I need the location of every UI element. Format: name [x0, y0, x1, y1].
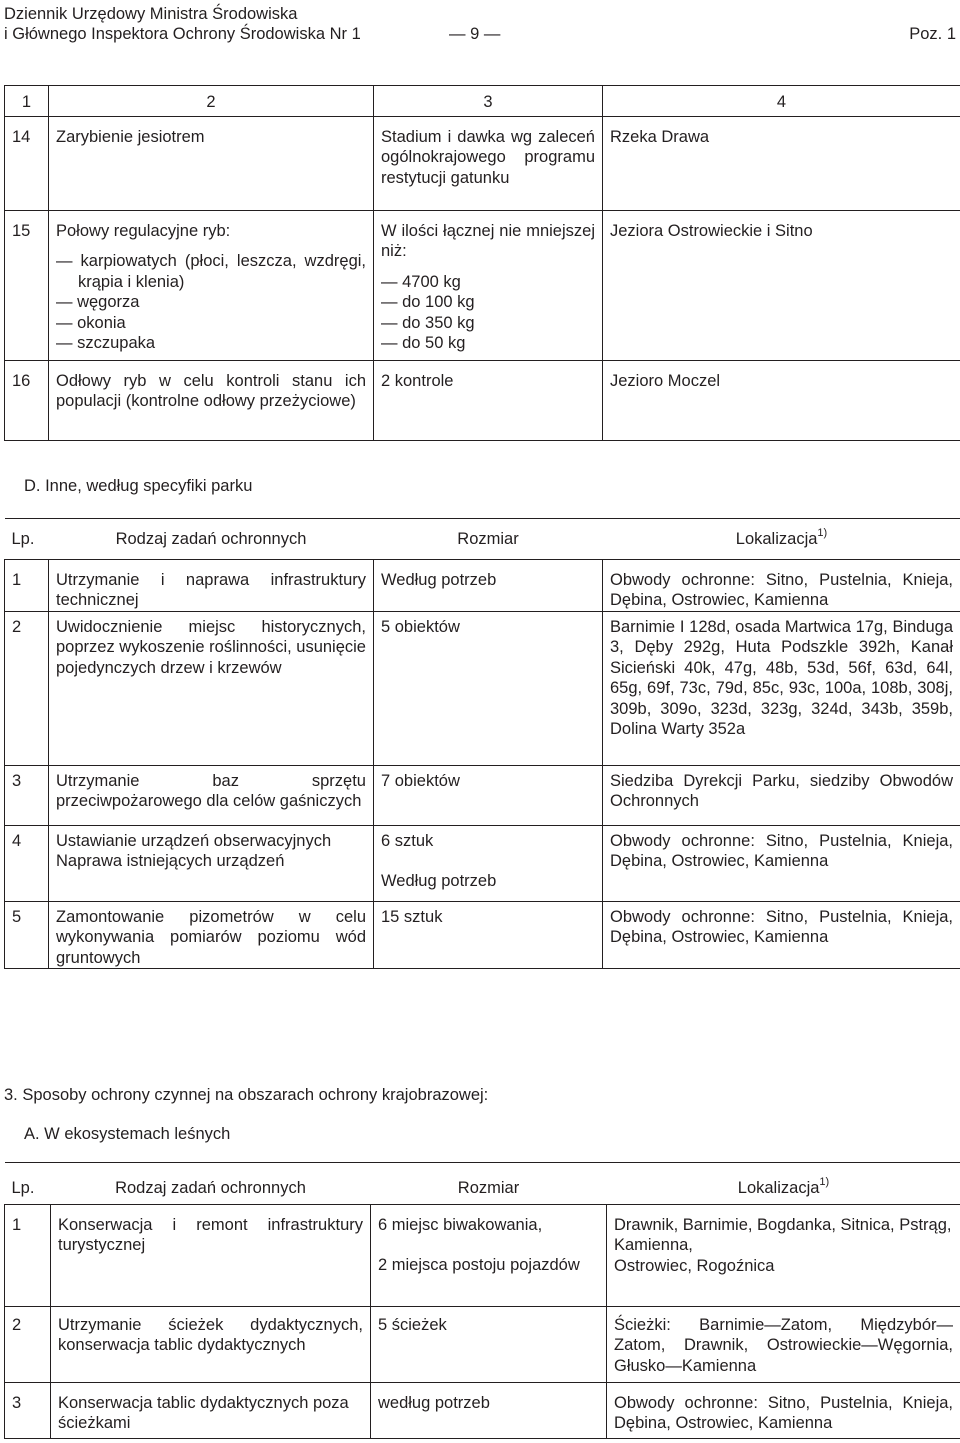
task-cell: Uwidocznienie miejsc historycznych, poprzez wykoszenie roślinności, usunięcie pojedynczych drzew i krzewów — [49, 612, 374, 766]
row-number: 16 — [5, 361, 49, 441]
row-number: 15 — [5, 211, 49, 361]
header-lp: Lp. — [5, 519, 49, 560]
table-row — [5, 1205, 960, 1307]
column-number: 3 — [374, 86, 603, 117]
header-size: Rozmiar — [374, 519, 603, 560]
table-header-row — [5, 1163, 960, 1205]
size-cell: 15 sztuk — [374, 902, 603, 969]
list-item: — do 100 kg — [381, 292, 595, 312]
size-cell: Stadium i dawka wg zaleceń ogólnokrajowego programu restytucji gatunku — [374, 117, 603, 211]
size-text: 2 miejsca postoju pojazdów — [378, 1256, 580, 1275]
footnote-marker: 1) — [817, 526, 828, 539]
column-number: 4 — [603, 86, 960, 117]
table-row — [5, 117, 960, 211]
size-text: 6 sztuk — [381, 832, 434, 850]
other-tasks-table — [4, 518, 960, 969]
size-cell: 2 kontrole — [374, 361, 603, 441]
task-cell: Konserwacja i remont infrastruktury turystycznej — [51, 1205, 371, 1307]
size-text: Według potrzeb — [381, 872, 497, 891]
header-location: Lokalizacja$^{1)}$ — [607, 1163, 960, 1205]
header-task: Rodzaj zadań ochronnych — [51, 1163, 371, 1205]
row-number: 2 — [5, 1307, 51, 1383]
section-heading: 3. Sposoby ochrony czynnej na obszarach ochrony krajobrazowej: — [4, 1086, 489, 1104]
task-cell: Odłowy ryb w celu kontroli stanu ich populacji (kontrolne odłowy przeżyciowe) — [49, 361, 374, 441]
table-row — [5, 1383, 960, 1439]
row-number: 4 — [5, 826, 49, 902]
header-location: Lokalizacja$^{1)}$ — [603, 519, 960, 560]
row-number: 5 — [5, 902, 49, 969]
table-row — [5, 560, 960, 612]
list-item: — do 350 kg — [381, 313, 595, 333]
row-number: 1 — [5, 560, 49, 612]
column-number-row — [5, 86, 960, 117]
size-cell: 7 obiektów — [374, 766, 603, 826]
fish-management-table — [4, 85, 960, 441]
location-text: Ostrowiec, Rogoźnica — [614, 1256, 775, 1275]
table-row — [5, 1307, 960, 1383]
location-cell: Jezioro Moczel — [603, 361, 960, 441]
journal-title-line2: i Głównego Inspektora Ochrony Środowiska Nr 1 — [4, 25, 361, 43]
table-row — [5, 361, 960, 441]
header-lp: Lp. — [5, 1163, 51, 1205]
location-cell: Obwody ochronne: Sitno, Pustelnia, Knieja, Dębina, Ostrowiec, Kamienna — [603, 826, 960, 902]
location-cell: Jeziora Ostrowieckie i Sitno — [603, 211, 960, 361]
size-cell: 5 obiektów — [374, 612, 603, 766]
row-number: 3 — [5, 1383, 51, 1439]
table-row — [5, 766, 960, 826]
size-cell: 5 ścieżek — [371, 1307, 607, 1383]
size-cell: według potrzeb — [371, 1383, 607, 1439]
task-cell: Konserwacja tablic dydaktycznych poza ścieżkami — [51, 1383, 371, 1439]
column-number: 1 — [5, 86, 49, 117]
size-text: 6 miejsc biwakowania, — [378, 1216, 543, 1234]
size-cell — [371, 1205, 607, 1307]
list-item: — szczupaka — [56, 333, 366, 353]
row-number: 1 — [5, 1205, 51, 1307]
table-header-row — [5, 519, 960, 560]
header-size: Rozmiar — [371, 1163, 607, 1205]
header-task: Rodzaj zadań ochronnych — [49, 519, 374, 560]
task-text: Połowy regulacyjne ryb: — [56, 222, 231, 240]
location-cell: Siedziba Dyrekcji Parku, siedziby Obwodów Ochronnych — [603, 766, 960, 826]
task-cell: Utrzymanie i naprawa infrastruktury technicznej — [49, 560, 374, 612]
location-cell: Obwody ochronne: Sitno, Pustelnia, Knieja, Dębina, Ostrowiec, Kamienna — [607, 1383, 960, 1439]
section-heading: D. Inne, według specyfiki parku — [24, 477, 253, 495]
forest-ecosystem-table — [4, 1162, 960, 1439]
table-row — [5, 211, 960, 361]
table-row — [5, 826, 960, 902]
location-cell: Obwody ochronne: Sitno, Pustelnia, Knieja, Dębina, Ostrowiec, Kamienna — [603, 902, 960, 969]
location-cell: Ścieżki: Barnimie—Zatom, Międzybór—Zatom, Drawnik, Ostrowieckie—Węgornia, Głusko—Kamienna — [607, 1307, 960, 1383]
list-item: — karpiowatych (płoci, leszcza, wzdręgi, krąpia i klenia) — [56, 251, 366, 292]
size-cell: Według potrzeb — [374, 560, 603, 612]
location-cell — [607, 1205, 960, 1307]
size-cell — [374, 211, 603, 361]
location-cell: Rzeka Drawa — [603, 117, 960, 211]
task-cell: Utrzymanie ścieżek dydaktycznych, konserwacja tablic dydaktycznych — [51, 1307, 371, 1383]
table-row — [5, 612, 960, 766]
task-cell — [49, 826, 374, 902]
size-text: W ilości łącznej nie mniejszej niż: — [381, 222, 595, 261]
task-text: Naprawa istniejących urządzeń — [56, 852, 285, 871]
row-number: 2 — [5, 612, 49, 766]
journal-title-line1: Dziennik Urzędowy Ministra Środowiska — [4, 5, 298, 23]
row-number: 14 — [5, 117, 49, 211]
row-number: 3 — [5, 766, 49, 826]
list-item: — węgorza — [56, 292, 366, 312]
location-cell: Obwody ochronne: Sitno, Pustelnia, Knieja, Dębina, Ostrowiec, Kamienna — [603, 560, 960, 612]
location-cell: Barnimie I 128d, osada Martwica 17g, Binduga 3, Dęby 292g, Huta Podszkle 392h, Kanał Sicieński 40k, 47g, 48b, 53d, 56f, 63d, 64l, 65g, 69f, 73c, 79d, 85c, 93c, 100a, 108b, 308j, 309b, 309o, 323d, 323g, 324d, 343b, 359b, Dolina Warty 352a — [603, 612, 960, 766]
location-text: Drawnik, Barnimie, Bogdanka, Sitnica, Pstrąg, Kamienna, — [614, 1216, 952, 1255]
column-number: 2 — [49, 86, 374, 117]
list-item: — do 50 kg — [381, 333, 595, 353]
list-item: — 4700 kg — [381, 272, 595, 292]
task-cell — [49, 211, 374, 361]
task-cell: Zarybienie jesiotrem — [49, 117, 374, 211]
task-text: Ustawianie urządzeń obserwacyjnych — [56, 832, 332, 850]
task-cell: Zamontowanie pizometrów w celu wykonywania pomiarów poziomu wód gruntowych — [49, 902, 374, 969]
position-number: Poz. 1 — [909, 25, 956, 43]
section-subheading: A. W ekosystemach leśnych — [24, 1125, 231, 1143]
list-item: — okonia — [56, 313, 366, 333]
size-cell — [374, 826, 603, 902]
table-row — [5, 902, 960, 969]
footnote-marker: 1) — [819, 1175, 830, 1188]
page-number: — 9 — — [449, 25, 501, 43]
task-cell: Utrzymanie baz sprzętu przeciwpożarowego dla celów gaśniczych — [49, 766, 374, 826]
